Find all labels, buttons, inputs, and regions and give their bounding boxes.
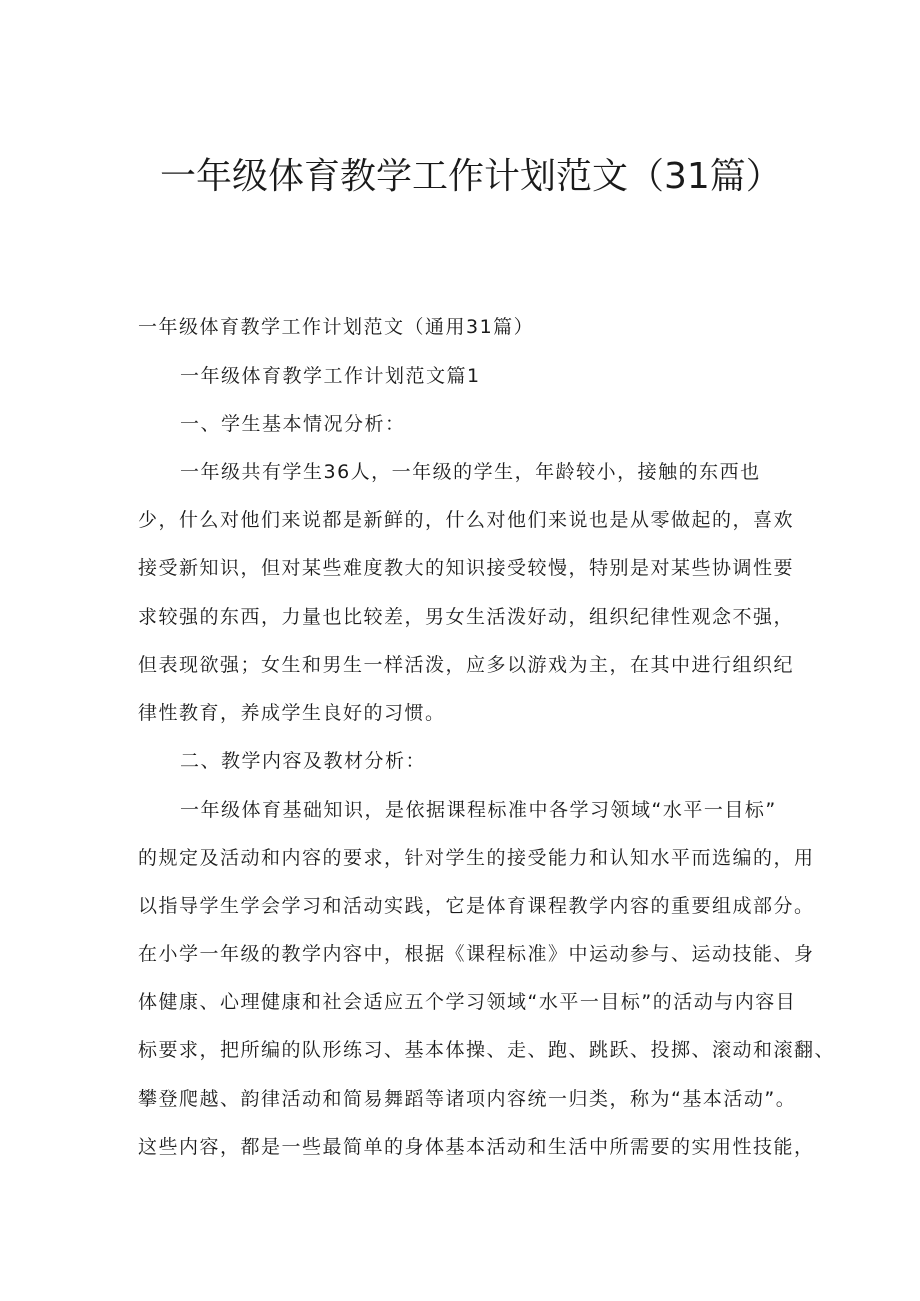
paragraph-line: 攀登爬越、韵律活动和简易舞蹈等诸项内容统一归类，称为“基本活动”。 xyxy=(138,1088,797,1110)
paragraph-line: 标要求，把所编的队形练习、基本体操、走、跑、跳跃、投掷、滚动和滚翻、 xyxy=(138,1039,836,1061)
paragraph-line: 律性教育，养成学生良好的习惯。 xyxy=(138,702,446,724)
paragraph-line: 的规定及活动和内容的要求，针对学生的接受能力和认知水平而选编的，用 xyxy=(138,847,815,869)
paragraph-line: 一年级体育基础知识，是依据课程标准中各学习领域“水平一目标” xyxy=(180,799,777,821)
paragraph-line: 二、教学内容及教材分析： xyxy=(180,750,427,772)
paragraph-line: 少，什么对他们来说都是新鲜的，什么对他们来说也是从零做起的，喜欢 xyxy=(138,509,795,531)
paragraph-line: 求较强的东西，力量也比较差，男女生活泼好动，组织纪律性观念不强， xyxy=(138,606,795,628)
paragraph-line: 一年级体育教学工作计划范文（通用31篇） xyxy=(138,316,535,338)
paragraph-line: 但表现欲强；女生和男生一样活泼，应多以游戏为主，在其中进行组织纪 xyxy=(138,654,795,676)
paragraph-line: 体健康、心理健康和社会适应五个学习领域“水平一目标”的活动与内容目 xyxy=(138,991,797,1013)
paragraph-line: 一年级体育教学工作计划范文篇1 xyxy=(180,365,481,387)
paragraph-line: 这些内容，都是一些最简单的身体基本活动和生活中所需要的实用性技能， xyxy=(138,1136,815,1158)
document-title: 一年级体育教学工作计划范文（31篇） xyxy=(160,156,782,197)
paragraph-line: 以指导学生学会学习和活动实践，它是体育课程教学内容的重要组成部分。 xyxy=(138,895,815,917)
paragraph-line: 一、学生基本情况分析： xyxy=(180,413,406,435)
paragraph-line: 在小学一年级的教学内容中，根据《课程标准》中运动参与、运动技能、身 xyxy=(138,943,815,965)
paragraph-line: 接受新知识，但对某些难度教大的知识接受较慢，特别是对某些协调性要 xyxy=(138,557,795,579)
paragraph-line: 一年级共有学生36人，一年级的学生，年龄较小，接触的东西也 xyxy=(180,461,761,483)
